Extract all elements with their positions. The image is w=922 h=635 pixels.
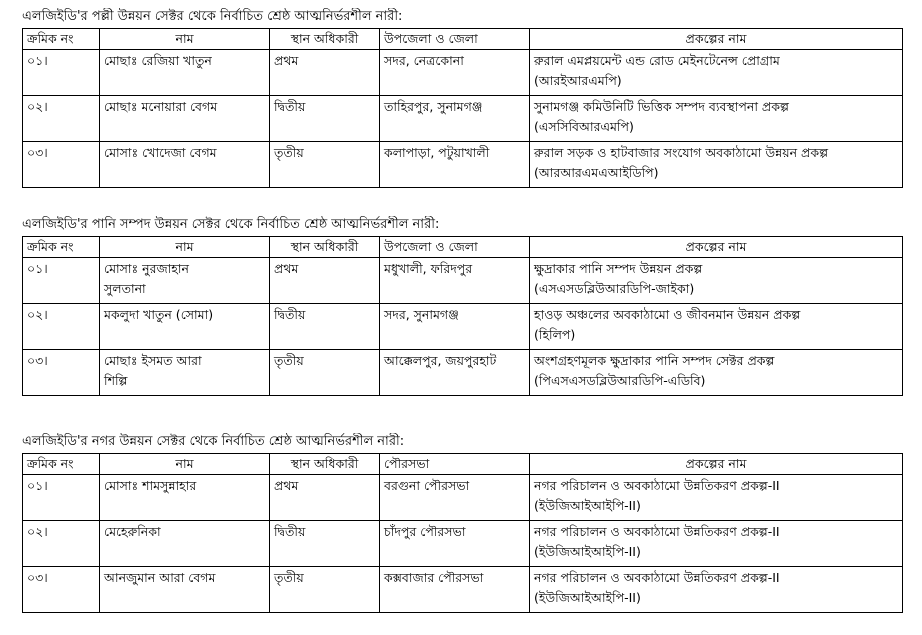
serial-cell: [23, 304, 100, 350]
location-cell: [380, 521, 530, 567]
column-header: ক্রমিক নং: [23, 454, 100, 475]
rank-cell-text: প্রথম: [274, 478, 299, 493]
project-cell-text: রুরাল সড়ক ও হাটবাজার সংযোগ অবকাঠামো উন্নয়ন প্রকল্প: [534, 145, 829, 160]
project-cell-text: রুরাল এমপ্লয়মেন্ট এন্ড রোড মেইনটেনেন্স প্রোগ্রাম: [534, 53, 780, 68]
serial-cell-text: ০২।: [27, 307, 48, 322]
column-header: পৌরসভা: [380, 454, 530, 475]
column-header: নাম: [100, 454, 270, 475]
table-row: [23, 350, 903, 396]
project-cell-text: নগর পরিচালন ও অবকাঠামো উন্নতিকরণ প্রকল্প-II: [534, 570, 780, 585]
location-cell: [380, 350, 530, 396]
location-cell: [380, 96, 530, 142]
location-cell-text: কক্সবাজার পৌরসভা: [384, 570, 484, 585]
project-cell-line2: (ইউজিআইআইপি-II): [534, 544, 641, 559]
table-header-row: [23, 454, 903, 475]
project-cell-text: নগর পরিচালন ও অবকাঠামো উন্নতিকরণ প্রকল্প-II: [534, 524, 780, 539]
project-cell-line2: (আরআরএমএআইডিপি): [534, 165, 659, 180]
project-cell-text: অংশগ্রহণমূলক ক্ষুদ্রাকার পানি সম্পদ সেক্টর প্রকল্প: [534, 353, 775, 368]
name-cell-text: মোছাঃ মনোয়ারা বেগম: [104, 99, 218, 114]
column-header: নাম: [100, 237, 270, 258]
rank-cell-text: দ্বিতীয়: [274, 307, 306, 322]
rank-cell-text: প্রথম: [274, 261, 299, 276]
section-1: [22, 8, 908, 188]
section-heading: এলজিইডি'র পল্লী উন্নয়ন সেক্টর থেকে নির্বাচিত শ্রেষ্ঠ আত্মনির্ভরশীল নারী:: [22, 9, 403, 24]
location-cell: [380, 475, 530, 521]
name-cell-text: মোসাঃ শামসুন্নাহার: [104, 478, 197, 493]
project-cell-line2: (এসএসডব্লিউআরডিপি-জাইকা): [534, 281, 695, 296]
serial-cell-text: ০৩।: [27, 145, 48, 160]
table-row: [23, 521, 903, 567]
location-cell-text: বরগুনা পৌরসভা: [384, 478, 470, 493]
name-cell-text: মোছাঃ রেজিয়া খাতুন: [104, 53, 212, 68]
project-cell-text: ক্ষুদ্রাকার পানি সম্পদ উন্নয়ন প্রকল্প: [534, 261, 703, 276]
table-row: [23, 567, 903, 613]
column-header: প্রকল্পের নাম: [530, 454, 903, 475]
awardee-table: [22, 236, 903, 396]
section-3: [22, 433, 908, 613]
name-cell: [100, 142, 270, 188]
rank-cell: [270, 96, 380, 142]
serial-cell-text: ০১।: [27, 261, 48, 276]
section-heading: এলজিইডি'র নগর উন্নয়ন সেক্টর থেকে নির্বাচিত শ্রেষ্ঠ আত্মনির্ভরশীল নারী:: [22, 434, 405, 449]
location-cell-text: তাহিরপুর, সুনামগঞ্জ: [384, 99, 483, 114]
location-cell: [380, 142, 530, 188]
column-header: স্থান অধিকারী: [270, 29, 380, 50]
project-cell-text: হাওড় অঞ্চলের অবকাঠামো ও জীবনমান উন্নয়ন প্রকল্প: [534, 307, 801, 322]
table-row: [23, 258, 903, 304]
location-cell: [380, 567, 530, 613]
project-cell: [530, 567, 903, 613]
name-cell: [100, 304, 270, 350]
serial-cell: [23, 50, 100, 96]
name-cell-text: আনজুমান আরা বেগম: [104, 570, 216, 585]
name-cell-text: মেহেরুনিকা: [104, 524, 161, 539]
name-cell-text: মোসাঃ নুরজাহান: [104, 261, 189, 276]
serial-cell: [23, 96, 100, 142]
location-cell-text: মধুখালী, ফরিদপুর: [384, 261, 473, 276]
column-header: স্থান অধিকারী: [270, 237, 380, 258]
rank-cell: [270, 350, 380, 396]
location-cell: [380, 50, 530, 96]
location-cell-text: সদর, সুনামগঞ্জ: [384, 307, 459, 322]
location-cell-text: আক্কেলপুর, জয়পুরহাট: [384, 353, 497, 368]
project-cell: [530, 475, 903, 521]
project-cell: [530, 96, 903, 142]
awardee-table: [22, 453, 903, 613]
column-header: প্রকল্পের নাম: [530, 29, 903, 50]
name-cell-line2: সুলতানা: [104, 281, 146, 296]
name-cell: [100, 50, 270, 96]
table-header-row: [23, 29, 903, 50]
table-header-row: [23, 237, 903, 258]
project-cell-text: নগর পরিচালন ও অবকাঠামো উন্নতিকরণ প্রকল্প-II: [534, 478, 780, 493]
column-header: নাম: [100, 29, 270, 50]
location-cell-text: চাঁদপুর পৌরসভা: [384, 524, 466, 539]
name-cell-text: মোছাঃ ইসমত আরা: [104, 353, 202, 368]
serial-cell: [23, 258, 100, 304]
name-cell: [100, 96, 270, 142]
serial-cell-text: ০২।: [27, 99, 48, 114]
rank-cell-text: তৃতীয়: [274, 145, 304, 160]
location-cell-text: সদর, নেত্রকোনা: [384, 53, 464, 68]
column-header: প্রকল্পের নাম: [530, 237, 903, 258]
location-cell-text: কলাপাড়া, পটুয়াখালী: [384, 145, 490, 160]
serial-cell-text: ০২।: [27, 524, 48, 539]
rank-cell: [270, 142, 380, 188]
column-header: ক্রমিক নং: [23, 237, 100, 258]
name-cell: [100, 521, 270, 567]
serial-cell-text: ০১।: [27, 53, 48, 68]
table-row: [23, 96, 903, 142]
project-cell: [530, 350, 903, 396]
serial-cell: [23, 475, 100, 521]
section-2: [22, 216, 908, 396]
serial-cell: [23, 567, 100, 613]
serial-cell-text: ০১।: [27, 478, 48, 493]
rank-cell-text: দ্বিতীয়: [274, 524, 306, 539]
location-cell: [380, 304, 530, 350]
project-cell: [530, 50, 903, 96]
project-cell-line2: (এসসিবিআরএমপি): [534, 119, 634, 134]
rank-cell: [270, 567, 380, 613]
rank-cell: [270, 258, 380, 304]
rank-cell-text: তৃতীয়: [274, 353, 304, 368]
awardee-table: [22, 28, 903, 188]
rank-cell-text: দ্বিতীয়: [274, 99, 306, 114]
rank-cell: [270, 50, 380, 96]
serial-cell-text: ০৩।: [27, 353, 48, 368]
project-cell-line2: (ইউজিআইআইপি-II): [534, 590, 641, 605]
rank-cell: [270, 521, 380, 567]
rank-cell: [270, 304, 380, 350]
column-header: উপজেলা ও জেলা: [380, 237, 530, 258]
name-cell: [100, 567, 270, 613]
name-cell: [100, 258, 270, 304]
project-cell-text: সুনামগঞ্জ কমিউনিটি ভিত্তিক সম্পদ ব্যবস্থাপনা প্রকল্প: [534, 99, 789, 114]
rank-cell-text: তৃতীয়: [274, 570, 304, 585]
project-cell-line2: (পিএসএসডব্লিউআরডিপি-এডিবি): [534, 373, 706, 388]
project-cell: [530, 258, 903, 304]
rank-cell: [270, 475, 380, 521]
project-cell: [530, 521, 903, 567]
name-cell-text: মোসাঃ খোদেজা বেগম: [104, 145, 217, 160]
name-cell-line2: শিল্পি: [104, 373, 128, 388]
serial-cell: [23, 521, 100, 567]
serial-cell: [23, 142, 100, 188]
project-cell: [530, 304, 903, 350]
table-row: [23, 304, 903, 350]
column-header: ক্রমিক নং: [23, 29, 100, 50]
column-header: স্থান অধিকারী: [270, 454, 380, 475]
table-row: [23, 50, 903, 96]
name-cell: [100, 475, 270, 521]
project-cell: [530, 142, 903, 188]
serial-cell-text: ০৩।: [27, 570, 48, 585]
column-header: উপজেলা ও জেলা: [380, 29, 530, 50]
table-row: [23, 475, 903, 521]
project-cell-line2: (আরইআরএমপি): [534, 73, 622, 88]
name-cell: [100, 350, 270, 396]
name-cell-text: মকলুদা খাতুন (সোমা): [104, 307, 214, 322]
location-cell: [380, 258, 530, 304]
rank-cell-text: প্রথম: [274, 53, 299, 68]
serial-cell: [23, 350, 100, 396]
table-row: [23, 142, 903, 188]
project-cell-line2: (হিলিপ): [534, 327, 576, 342]
project-cell-line2: (ইউজিআইআইপি-II): [534, 498, 641, 513]
section-heading: এলজিইডি'র পানি সম্পদ উন্নয়ন সেক্টর থেকে নির্বাচিত শ্রেষ্ঠ আত্মনির্ভরশীল নারী:: [22, 217, 440, 232]
